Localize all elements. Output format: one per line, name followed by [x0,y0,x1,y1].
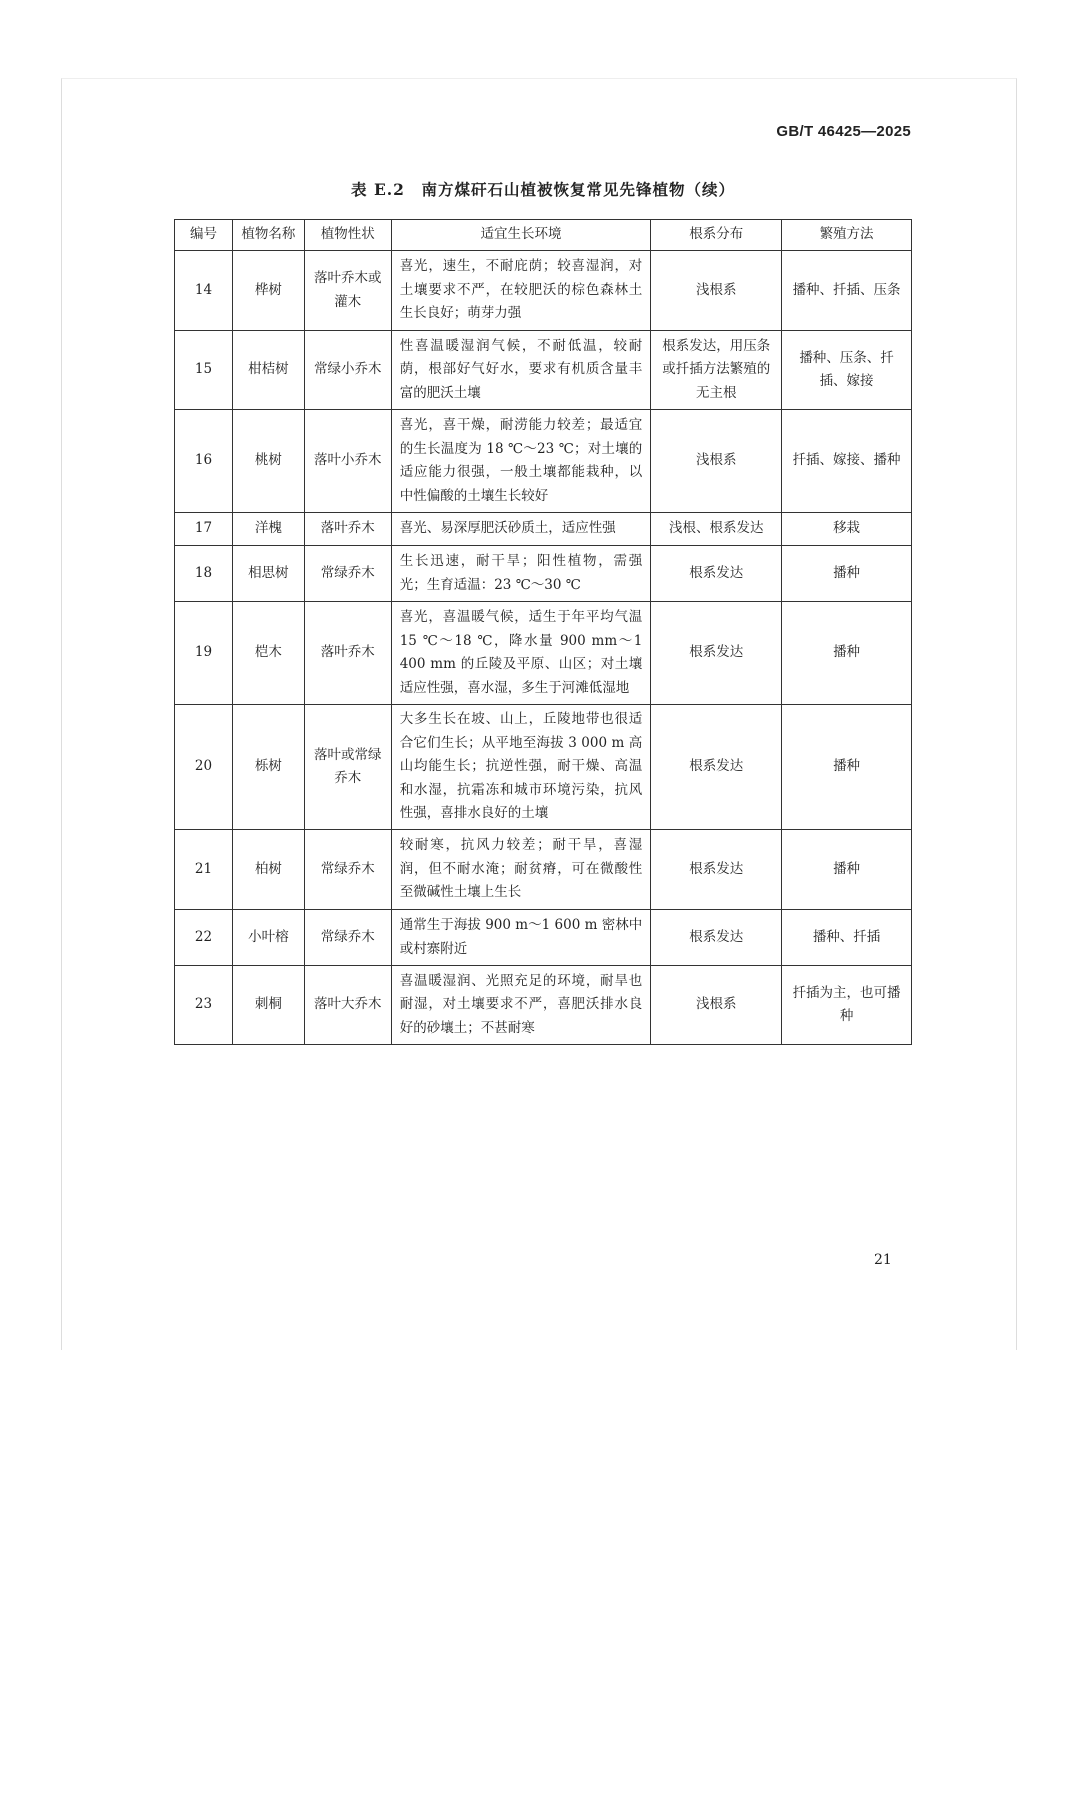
cell-root: 根系发达，用压条或扦插方法繁殖的无主根 [651,331,782,410]
cell-trait: 常绿乔木 [304,910,391,966]
column-header: 植物名称 [232,220,304,251]
cell-root: 根系发达 [651,602,782,705]
cell-env: 生长迅速，耐干旱；阳性植物，需强光；生育适温：23 ℃～30 ℃ [391,546,651,602]
cell-name: 小叶榕 [232,910,304,966]
cell-trait: 常绿乔木 [304,546,391,602]
cell-prop: 播种 [782,546,912,602]
cell-name: 栎树 [232,705,304,830]
cell-root: 根系发达 [651,705,782,830]
cell-env: 喜温暖湿润、光照充足的环境，耐旱也耐湿，对土壤要求不严，喜肥沃排水良好的砂壤土；不甚耐寒 [391,966,651,1045]
cell-root: 浅根、根系发达 [651,513,782,546]
cell-trait: 常绿小乔木 [304,331,391,410]
cell-trait: 常绿乔木 [304,830,391,910]
cell-trait: 落叶或常绿乔木 [304,705,391,830]
table-header-row [175,220,912,251]
cell-env: 性喜温暖湿润气候，不耐低温，较耐荫，根部好气好水，要求有机质含量丰富的肥沃土壤 [391,331,651,410]
cell-trait: 落叶大乔木 [304,966,391,1045]
cell-trait: 落叶乔木或灌木 [304,251,391,331]
cell-prop: 播种 [782,830,912,910]
column-header: 编号 [175,220,233,251]
cell-no: 17 [175,513,233,546]
cell-no: 15 [175,331,233,410]
table-row [175,966,912,1045]
cell-no: 22 [175,910,233,966]
cell-name: 柏树 [232,830,304,910]
cell-prop: 播种、扦插 [782,910,912,966]
table-row [175,331,912,410]
table-row [175,830,912,910]
cell-name: 刺桐 [232,966,304,1045]
cell-env: 通常生于海拔 900 m～1 600 m 密林中或村寨附近 [391,910,651,966]
cell-name: 桤木 [232,602,304,705]
cell-no: 20 [175,705,233,830]
column-header: 繁殖方法 [782,220,912,251]
cell-trait: 落叶乔木 [304,602,391,705]
table-row [175,546,912,602]
table-row [175,705,912,830]
cell-root: 浅根系 [651,966,782,1045]
table-row [175,410,912,513]
cell-prop: 扦插、嫁接、播种 [782,410,912,513]
cell-prop: 播种 [782,602,912,705]
column-header: 植物性状 [304,220,391,251]
cell-prop: 播种、扦插、压条 [782,251,912,331]
cell-env: 较耐寒，抗风力较差；耐干旱，喜湿润，但不耐水淹；耐贫瘠，可在微酸性至微碱性土壤上生长 [391,830,651,910]
cell-name: 桃树 [232,410,304,513]
cell-name: 相思树 [232,546,304,602]
cell-no: 16 [175,410,233,513]
cell-prop: 播种 [782,705,912,830]
pioneer-plants-table [174,219,912,1045]
cell-name: 洋槐 [232,513,304,546]
cell-env: 大多生长在坡、山上，丘陵地带也很适合它们生长；从平地至海拔 3 000 m 高山均能生长；抗逆性强，耐干燥、高温和水湿，抗霜冻和城市环境污染，抗风性强，喜排水良好的土壤 [391,705,651,830]
cell-no: 21 [175,830,233,910]
cell-root: 浅根系 [651,410,782,513]
cell-trait: 落叶乔木 [304,513,391,546]
cell-no: 23 [175,966,233,1045]
table-row [175,602,912,705]
table-row [175,251,912,331]
cell-root: 根系发达 [651,830,782,910]
column-header: 适宜生长环境 [391,220,651,251]
table-row [175,910,912,966]
column-header: 根系分布 [651,220,782,251]
cell-no: 19 [175,602,233,705]
cell-name: 桦树 [232,251,304,331]
cell-env: 喜光，喜干燥，耐涝能力较差；最适宜的生长温度为 18 ℃～23 ℃；对土壤的适应能力很强，一般土壤都能栽种，以中性偏酸的土壤生长较好 [391,410,651,513]
cell-no: 14 [175,251,233,331]
cell-prop: 播种、压条、扦插、嫁接 [782,331,912,410]
cell-env: 喜光，喜温暖气候，适生于年平均气温 15 ℃～18 ℃，降水量 900 mm～1 400 mm 的丘陵及平原、山区；对土壤适应性强，喜水湿，多生于河滩低湿地 [391,602,651,705]
cell-root: 浅根系 [651,251,782,331]
cell-root: 根系发达 [651,546,782,602]
cell-prop: 扦插为主，也可播种 [782,966,912,1045]
table-title: 表 E.2 南方煤矸石山植被恢复常见先锋植物（续） [351,180,735,199]
cell-trait: 落叶小乔木 [304,410,391,513]
cell-prop: 移栽 [782,513,912,546]
table-row [175,513,912,546]
cell-root: 根系发达 [651,910,782,966]
cell-env: 喜光、易深厚肥沃砂质土，适应性强 [391,513,651,546]
cell-name: 柑桔树 [232,331,304,410]
page-number: 21 [874,1252,892,1268]
cell-no: 18 [175,546,233,602]
cell-env: 喜光，速生，不耐庇荫；较喜湿润，对土壤要求不严，在较肥沃的棕色森林土生长良好；萌芽力强 [391,251,651,331]
standard-number: GB/T 46425—2025 [776,123,911,140]
